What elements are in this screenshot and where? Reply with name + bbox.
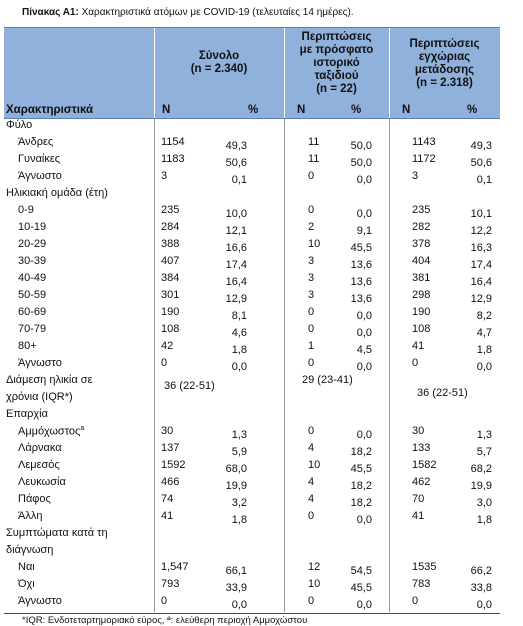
cell-value: 45,5 (350, 463, 372, 475)
cell-value: 301 (161, 289, 180, 301)
cell-value: 0 (308, 204, 315, 216)
cell-value: 9,1 (356, 225, 372, 237)
row-label: 50-59 (18, 289, 47, 301)
table-row (4, 493, 500, 510)
caption-label: Πίνακας Α1: (22, 7, 79, 18)
cell-value: 0,0 (231, 361, 247, 373)
table-bottom-rule (4, 613, 500, 614)
cell-value: 0,0 (356, 361, 372, 373)
row-label: 40-49 (18, 272, 47, 284)
cell-value: 41 (412, 510, 425, 522)
cell-value: 0,0 (356, 327, 372, 339)
cell-value: 0 (161, 595, 168, 607)
cell-value: 235 (161, 204, 180, 216)
table-row (4, 221, 500, 238)
footnote-marker: a (80, 425, 85, 432)
cell-value: 50,0 (350, 140, 372, 152)
table-row (4, 119, 500, 136)
cell-value: 10 (308, 238, 321, 250)
header-local (389, 38, 500, 90)
row-label: Λευκωσία (18, 476, 66, 488)
cell-value: 41 (161, 510, 174, 522)
cell-value: 68,2 (470, 463, 492, 475)
cell-value: 0,0 (356, 429, 372, 441)
cell-value: 1582 (412, 459, 437, 471)
cell-value: 282 (412, 221, 431, 233)
cell-value: 3 (308, 272, 315, 284)
cell-value: 4 (308, 442, 315, 454)
column-separator (389, 119, 390, 612)
header-local-line: (n = 2.318) (416, 77, 473, 89)
cell-value: 404 (412, 255, 431, 267)
cell-value: 1535 (412, 561, 437, 573)
footnote: *IQR: Ενδοτεταρτημοριακό εύρος, ª: ελεύθερη περιοχή Αμμοχώστου (22, 615, 308, 626)
cell-value: 42 (161, 340, 174, 352)
cell-value: 108 (412, 323, 431, 335)
row-label: Άνδρες (18, 136, 54, 148)
header-travel-line: (n = 22) (316, 83, 357, 95)
cell-value: 36 (22-51) (417, 387, 468, 399)
cell-value: 11 (308, 136, 320, 148)
cell-value: 0,0 (476, 599, 492, 611)
cell-value: 30 (412, 425, 425, 437)
table-row (4, 595, 500, 612)
table-row (4, 204, 500, 221)
cell-value: 41 (412, 340, 425, 352)
table-row (4, 425, 500, 442)
row-label: Λεμεσός (18, 459, 60, 471)
cell-value: 10 (308, 578, 321, 590)
cell-value: 12 (308, 561, 321, 573)
cell-value: 4 (308, 476, 315, 488)
cell-value: 66,2 (470, 565, 492, 577)
cell-value: 17,4 (225, 259, 247, 271)
row-label: 0-9 (18, 204, 34, 216)
row-label: Λάρνακα (18, 442, 62, 454)
table-row (4, 578, 500, 595)
table-body (4, 119, 500, 612)
row-label: 70-79 (18, 323, 47, 335)
header-pct: % (467, 104, 478, 116)
cell-value: 10 (308, 459, 321, 471)
cell-value: 0 (308, 323, 315, 335)
cell-value: 13,6 (350, 276, 372, 288)
cell-value: 50,6 (225, 157, 247, 169)
table-row (4, 408, 500, 425)
cell-value: 1,3 (476, 429, 492, 441)
cell-value: 54,5 (350, 565, 372, 577)
cell-value: 45,5 (350, 582, 372, 594)
cell-value: 13,6 (350, 259, 372, 271)
header-total-line: Σύνολο (198, 50, 240, 62)
cell-value: 0 (308, 510, 315, 522)
table-header (4, 27, 500, 119)
header-n: N (402, 104, 411, 116)
cell-value: 108 (161, 323, 180, 335)
cell-value: 50,6 (470, 157, 492, 169)
cell-value: 50,0 (350, 157, 372, 169)
caption-text: Χαρακτηριστικά ατόμων με COVID-19 (τελευταίες 14 ημέρες). (78, 7, 354, 18)
cell-value: 4,6 (231, 327, 247, 339)
cell-value: 17,4 (470, 259, 492, 271)
table-row (4, 357, 500, 374)
cell-value: 10,1 (470, 208, 492, 220)
row-label: 20-29 (18, 238, 47, 250)
table-row (4, 289, 500, 306)
cell-value: 12,1 (225, 225, 247, 237)
cell-value: 1154 (161, 136, 185, 148)
cell-value: 0 (308, 306, 315, 318)
cell-value: 381 (412, 272, 431, 284)
cell-value: 18,2 (350, 480, 372, 492)
cell-value: 1183 (161, 153, 185, 165)
cell-value: 4,7 (476, 327, 492, 339)
cell-value: 0 (161, 357, 168, 369)
cell-value: 0 (308, 425, 315, 437)
cell-value: 12,9 (225, 293, 247, 305)
cell-value: 378 (412, 238, 431, 250)
cell-value: 18,2 (350, 497, 372, 509)
row-label: Γυναίκες (18, 153, 61, 165)
cell-value: 0,0 (356, 174, 372, 186)
cell-value: 18,2 (350, 446, 372, 458)
header-pct: % (351, 104, 362, 116)
header-travel-line: ιστορικό (313, 57, 360, 69)
table-row (4, 306, 500, 323)
cell-value: 5,7 (476, 446, 492, 458)
cell-value: 133 (412, 442, 431, 454)
cell-value: 0,0 (476, 361, 492, 373)
table-caption (22, 7, 354, 18)
cell-value: 45,5 (350, 242, 372, 254)
row-label: Άγνωστο (18, 595, 62, 607)
cell-value: 3 (161, 170, 168, 182)
cell-value: 19,9 (225, 480, 247, 492)
cell-value: 0,0 (356, 514, 372, 526)
table-row (4, 561, 500, 578)
cell-value: 0 (308, 357, 315, 369)
cell-value: 1,8 (231, 514, 247, 526)
table-row (4, 340, 500, 357)
cell-value: 1,8 (476, 514, 492, 526)
header-travel-line: Περιπτώσεις (301, 31, 372, 43)
cell-value: 235 (412, 204, 431, 216)
cell-value: 0,1 (476, 174, 492, 186)
cell-value: 407 (161, 255, 180, 267)
header-pct: % (248, 104, 259, 116)
characteristics-table (4, 27, 500, 612)
cell-value: 298 (412, 289, 431, 301)
header-local-line: εγχώριας (418, 51, 471, 63)
header-total (154, 50, 284, 76)
cell-value: 66,1 (225, 565, 247, 577)
cell-value: 4 (308, 493, 315, 505)
cell-value: 466 (161, 476, 180, 488)
table-row (4, 272, 500, 289)
cell-value: 12,9 (470, 293, 492, 305)
cell-value: 3 (308, 289, 315, 301)
table-row (4, 170, 500, 187)
cell-value: 1,8 (231, 344, 247, 356)
table-row (4, 187, 500, 204)
table-row (4, 527, 500, 561)
cell-value: 49,3 (225, 140, 247, 152)
cell-value: 4,5 (356, 344, 372, 356)
row-label: Διάμεση ηλικία σε (6, 374, 93, 386)
cell-value: 70 (412, 493, 425, 505)
header-travel (284, 31, 389, 96)
table-row (4, 442, 500, 459)
cell-value: 13,6 (350, 293, 372, 305)
table-row (4, 374, 500, 408)
row-label: Άλλη (18, 510, 43, 522)
cell-value: 16,6 (225, 242, 247, 254)
cell-value: 0 (412, 595, 419, 607)
cell-value: 33,9 (225, 582, 247, 594)
row-label: Αμμόχωστος$^a$ (18, 425, 85, 438)
cell-value: 68,0 (225, 463, 247, 475)
table-row (4, 136, 500, 153)
section-label: Ηλικιακή ομάδα (έτη) (6, 187, 108, 199)
cell-value: 0,0 (356, 599, 372, 611)
cell-value: 388 (161, 238, 180, 250)
row-label: 10-19 (18, 221, 47, 233)
cell-value: 74 (161, 493, 174, 505)
cell-value: 0 (308, 595, 315, 607)
row-label: 60-69 (18, 306, 47, 318)
cell-value: 0 (412, 357, 419, 369)
cell-value: 33,8 (470, 582, 492, 594)
cell-value: 190 (412, 306, 431, 318)
header-local-line: μετάδοσης (414, 64, 475, 76)
row-label: Άγνωστο (18, 357, 62, 369)
cell-value: 19,9 (470, 480, 492, 492)
cell-value: 3,2 (231, 497, 247, 509)
table-row (4, 238, 500, 255)
row-label: Άγνωστο (18, 170, 62, 182)
header-n: N (162, 104, 171, 116)
section-label: διάγνωση (6, 544, 54, 556)
cell-value: 12,2 (470, 225, 492, 237)
table-row (4, 255, 500, 272)
cell-value: 0,0 (231, 599, 247, 611)
cell-value: 16,4 (225, 276, 247, 288)
cell-value: 0,1 (231, 174, 247, 186)
cell-value: 1592 (161, 459, 186, 471)
header-characteristics: Χαρακτηριστικά (6, 104, 94, 116)
cell-value: 11 (308, 153, 320, 165)
header-local-line: Περιπτώσεις (409, 38, 480, 50)
cell-value: 0 (308, 170, 315, 182)
cell-value: 0,0 (356, 208, 372, 220)
row-label: Πάφος (18, 493, 51, 505)
column-separator (154, 119, 155, 612)
header-n: N (297, 104, 306, 116)
cell-value: 1143 (412, 136, 436, 148)
table-row (4, 476, 500, 493)
cell-value: 49,3 (470, 140, 492, 152)
cell-value: 1,547 (161, 561, 189, 573)
cell-value: 384 (161, 272, 180, 284)
cell-value: 462 (412, 476, 431, 488)
header-total-line: (n = 2.340) (190, 63, 248, 75)
cell-value: 29 (23-41) (302, 374, 353, 386)
row-label: Όχι (18, 578, 35, 590)
cell-value: 16,3 (470, 242, 492, 254)
cell-value: 10,0 (225, 208, 247, 220)
cell-value: 8,1 (231, 310, 247, 322)
cell-value: 1 (308, 340, 315, 352)
row-label: 80+ (18, 340, 37, 352)
column-separator (284, 119, 285, 612)
header-travel-line: ταξιδιού (314, 70, 359, 82)
table-row (4, 510, 500, 527)
cell-value: 3 (308, 255, 315, 267)
cell-value: 3 (412, 170, 419, 182)
row-label: χρόνια (IQR*) (6, 391, 73, 403)
header-travel-line: με πρόσφατο (299, 44, 374, 56)
cell-value: 5,9 (231, 446, 247, 458)
cell-value: 3,0 (476, 497, 492, 509)
cell-value: 0,0 (356, 310, 372, 322)
table-row (4, 459, 500, 476)
cell-value: 793 (161, 578, 180, 590)
cell-value: 1172 (412, 153, 436, 165)
cell-value: 16,4 (470, 276, 492, 288)
row-label: Ναι (18, 561, 35, 573)
table-row (4, 153, 500, 170)
cell-value: 190 (161, 306, 180, 318)
table-row (4, 323, 500, 340)
cell-value: 1,8 (476, 344, 492, 356)
section-label: Συμπτώματα κατά τη (6, 527, 108, 539)
cell-value: 30 (161, 425, 174, 437)
cell-value: 783 (412, 578, 431, 590)
row-label: 30-39 (18, 255, 47, 267)
section-label: Επαρχία (6, 408, 48, 420)
cell-value: 36 (22-51) (164, 380, 215, 392)
cell-value: 8,2 (476, 310, 492, 322)
cell-value: 137 (161, 442, 180, 454)
section-label: Φύλο (6, 119, 33, 131)
cell-value: 2 (308, 221, 315, 233)
cell-value: 284 (161, 221, 180, 233)
cell-value: 1,3 (231, 429, 247, 441)
